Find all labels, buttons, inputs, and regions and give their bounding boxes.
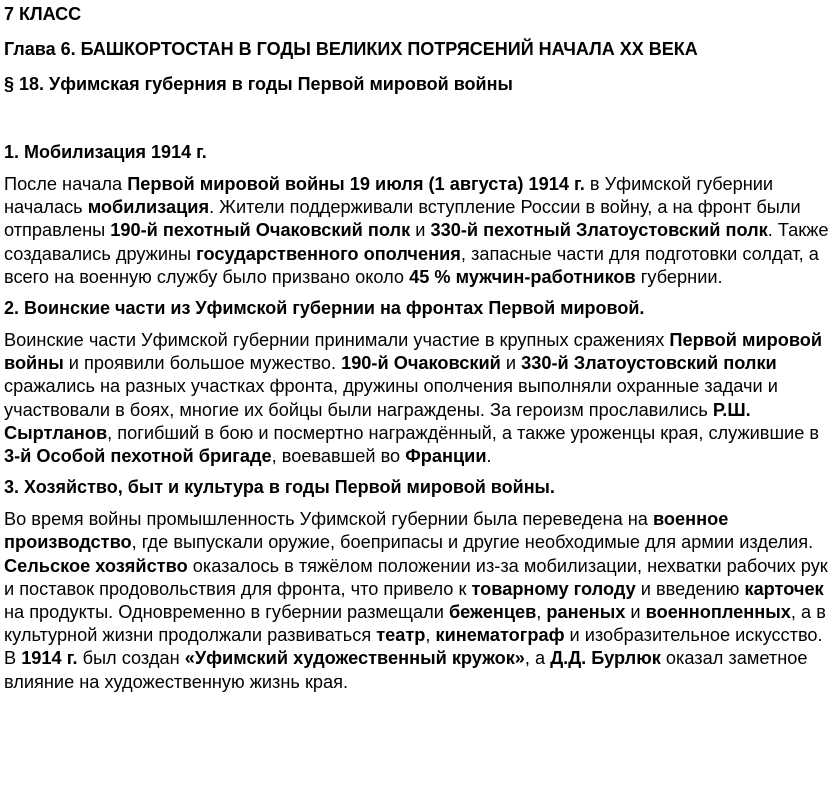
bold-term: раненых [546,602,626,623]
text-run: Воинские части Уфимской губернии принимали участие в крупных сражениях [4,330,670,351]
bold-term: 3-й Особой пехотной бригаде [4,446,272,467]
section-2-title: 2. Воинские части из Уфимской губернии на фронтах Первой мировой. [4,298,645,319]
chapter-heading: Глава 6. БАШКОРТОСТАН В ГОДЫ ВЕЛИКИХ ПОТРЯСЕНИЙ НАЧАЛА XX ВЕКА [4,39,698,59]
text-run: , а в культурной жизни продолжали развиваться [4,602,826,646]
text-run: на продукты. Одновременно в губернии размещали [4,602,449,623]
text-run: сражались на разных участках фронта, дружины ополчения выполняли охранные задачи и участвовали в боях, многие их бойцы были награждены. За героизм прославились [4,376,778,420]
section-3-title: 3. Хозяйство, быт и культура в годы Первой мировой войны. [4,477,555,498]
text-run: и введению [635,578,745,599]
bold-term: военное производство [4,509,729,553]
text-run: , где выпускали оружие, боеприпасы и другие необходимые для армии изделия. [131,532,814,553]
text-run: и [500,353,522,374]
bold-term: Д.Д. Бурлюк [550,648,661,669]
bold-term: театр [376,625,426,646]
text-run: , а [524,648,551,669]
bold-term: мобилизация [87,197,210,218]
bold-term: товарному голоду [471,578,636,599]
section-1-body [4,173,832,289]
bold-term: государственного ополчения [196,243,461,264]
text-run: . [486,446,492,467]
document-page [4,2,832,694]
bold-term: 190-й пехотный Очаковский полк [110,220,411,241]
bold-term: Первой мировой войны 19 июля (1 августа) 1914 г. [127,174,585,194]
bold-term: беженцев [448,602,537,623]
text-run: был создан [77,648,185,669]
text-run: и [625,602,646,623]
text-run: и [410,220,431,241]
text-run: и изобразительное искусство. В [4,625,823,669]
paragraph-heading: § 18. Уфимская губерния в годы Первой мировой войны [4,74,513,94]
text-run: , [425,625,436,646]
bold-term: 190-й Очаковский [341,353,501,374]
bold-term: 1914 г. [21,648,78,669]
text-run: и проявили большое мужество. [63,353,342,374]
text-run: , запасные части для подготовки солдат, а всего на военную службу было призвано около [4,243,819,287]
section-3-body [4,508,832,694]
text-run: Во время войны промышленность Уфимской губернии была переведена на [4,509,653,530]
text-run: . Также создавались дружины [4,220,829,264]
bold-term: Сельское хозяйство [4,555,188,576]
bold-term: 45 % мужчин-работников [409,266,636,287]
bold-term: Франции [405,446,487,467]
text-run: . Жители поддерживали вступление России в войну, а на фронт были отправлены [4,197,801,241]
text-run: , воевавшей во [271,446,406,467]
bold-term: кинематограф [435,625,565,646]
bold-term: военнопленных [645,602,791,623]
section-1-title: 1. Мобилизация 1914 г. [4,142,207,162]
text-run: оказалось в тяжёлом положении из-за мобилизации, нехватки рабочих рук и поставок продовольствия для фронта, что привело к [4,555,828,599]
text-run: , [536,602,547,623]
section-2-body [4,329,832,468]
bold-term: карточек [744,578,824,599]
bold-term: 330-й Златоустовский полки [521,353,777,374]
grade-heading: 7 КЛАСС [4,4,82,24]
text-run: губернии. [635,266,723,287]
bold-term: Первой мировой войны [4,330,823,374]
text-run: оказал заметное влияние на художественную жизнь края. [4,648,808,692]
bold-term: «Уфимский художественный кружок» [184,648,525,669]
text-run: в Уфимской губернии началась [4,174,774,218]
text-run: , погибший в бою и посмертно награждённый, а также уроженцы края, служившие в [107,422,820,443]
text-run: После начала [4,174,128,194]
bold-term: 330-й пехотный Златоустовский полк [430,220,768,241]
bold-term: Р.Ш. Сыртланов [4,399,751,443]
